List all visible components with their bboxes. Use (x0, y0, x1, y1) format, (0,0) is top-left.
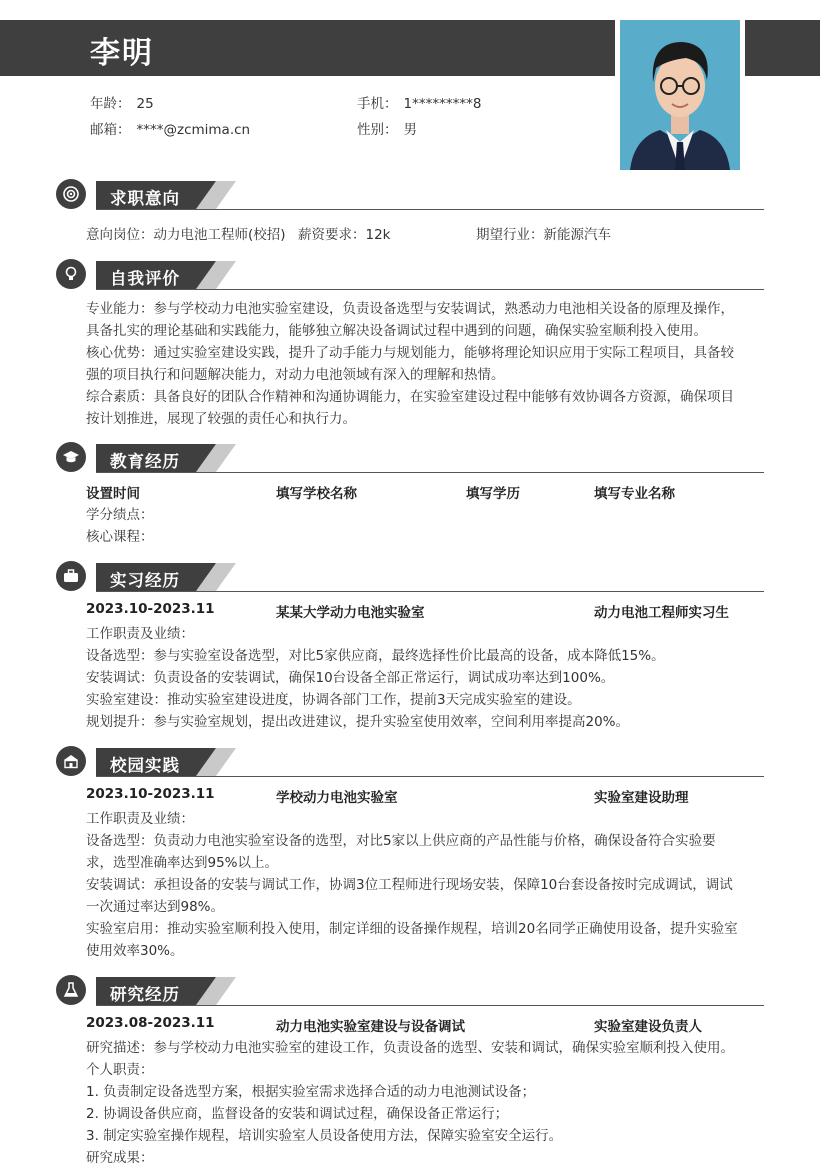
text-line: 1. 负责制定设备选型方案，根据实验室需求选择合适的动力电池测试设备； (86, 1084, 536, 1100)
text-line: 综合素质：具备良好的团队合作精神和沟通协调能力，在实验室建设过程中能够有效协调各方资源，确保项目 (86, 389, 734, 405)
text-line: 2. 协调设备供应商，监督设备的安装和调试过程，确保设备正常运行； (86, 1106, 509, 1122)
text-line: 安装调试：负责设备的安装调试，确保10台设备全部正常运行，调试成功率达到100%。 (86, 670, 615, 686)
text-line: 按计划推进，展现了较强的责任心和执行力。 (86, 411, 356, 427)
campus-role: 实验室建设助理 (594, 790, 689, 806)
section-header-intent (56, 177, 764, 213)
text-line: 研究成果： (86, 1150, 154, 1166)
text-line: 工作职责及业绩： (86, 626, 194, 642)
campus-time: 2023.10-2023.11 (86, 786, 215, 802)
phone-value: 1*********8 (403, 96, 482, 112)
campus-building-icon (56, 746, 86, 776)
flask-icon (56, 975, 86, 1005)
email-field (90, 118, 250, 138)
campus-row (86, 786, 766, 808)
internship-org: 某某大学动力电池实验室 (276, 605, 425, 621)
internship-row (86, 601, 766, 623)
phone-label: 手机： (357, 96, 398, 112)
edu-gpa: 学分绩点： (86, 507, 154, 523)
divider (96, 591, 764, 592)
section-title: 自我评价 (110, 269, 180, 288)
divider (96, 776, 764, 777)
briefcase-icon (56, 561, 86, 591)
target-icon (56, 179, 86, 209)
gender-value: 男 (403, 122, 417, 138)
research-details (86, 1037, 766, 1169)
text-line: 实验室建设：推动实验室建设进度，协调各部门工作，提前3天完成实验室的建设。 (86, 692, 581, 708)
text-line: 专业能力：参与学校动力电池实验室建设，负责设备选型与安装调试，熟悉动力电池相关设备的原理及操作， (86, 301, 734, 317)
email-value: ****@zcmima.cn (136, 122, 251, 138)
text-line: 规划提升：参与实验室规划，提出改进建议，提升实验室使用效率，空间利用率提高20%。 (86, 714, 630, 730)
text-line: 求，选型准确率达到95%以上。 (86, 855, 279, 871)
internship-details (86, 623, 766, 733)
graduation-cap-icon (56, 442, 86, 472)
internship-time: 2023.10-2023.11 (86, 601, 215, 617)
education-row (86, 482, 766, 504)
intent-industry: 期望行业：新能源汽车 (476, 227, 611, 243)
text-line: 设备选型：负责动力电池实验室设备的选型，对比5家以上供应商的产品性能与价格，确保设备符合实验要 (86, 833, 716, 849)
section-title: 实习经历 (110, 571, 180, 590)
section-header-internship (56, 559, 764, 595)
candidate-name: 李明 (90, 36, 154, 71)
lightbulb-icon (56, 259, 86, 289)
section-title: 教育经历 (110, 452, 180, 471)
gender-field (357, 118, 417, 138)
education-details (86, 504, 766, 548)
age-field (90, 92, 154, 112)
text-line: 一次通过率达到98%。 (86, 899, 225, 915)
edu-time: 设置时间 (86, 486, 140, 502)
edu-degree: 填写学历 (466, 486, 520, 502)
research-role: 实验室建设负责人 (594, 1019, 702, 1035)
text-line: 使用效率30%。 (86, 943, 184, 959)
section-header-self-eval (56, 257, 764, 293)
divider (96, 289, 764, 290)
text-line: 个人职责： (86, 1062, 154, 1078)
text-line: 强的项目执行和问题解决能力，对动力电池领域有深入的理解和热情。 (86, 367, 505, 383)
internship-role: 动力电池工程师实习生 (594, 605, 729, 621)
edu-courses: 核心课程： (86, 529, 154, 545)
divider (96, 209, 764, 210)
research-project: 动力电池实验室建设与设备调试 (276, 1019, 465, 1035)
profile-photo (620, 20, 740, 170)
text-line: 研究描述：参与学校动力电池实验室的建设工作，负责设备的选型、安装和调试，确保实验室顺利投入使用。 (86, 1040, 734, 1056)
divider (96, 472, 764, 473)
intent-row (86, 223, 766, 245)
email-label: 邮箱： (90, 122, 131, 138)
research-row (86, 1015, 766, 1037)
age-value: 25 (136, 96, 154, 112)
intent-salary: 薪资要求：12k (298, 227, 391, 243)
edu-major: 填写专业名称 (594, 486, 675, 502)
gender-label: 性别： (357, 122, 398, 138)
intent-position: 意向岗位：动力电池工程师(校招) (86, 227, 286, 243)
text-line: 核心优势：通过实验室建设实践，提升了动手能力与规划能力，能够将理论知识应用于实际工程项目，具备较 (86, 345, 734, 361)
header-bar-right (745, 20, 820, 76)
text-line: 工作职责及业绩： (86, 811, 194, 827)
section-title: 求职意向 (110, 189, 180, 208)
divider (96, 1005, 764, 1006)
section-title: 校园实践 (110, 756, 180, 775)
section-header-education (56, 440, 764, 476)
section-title: 研究经历 (110, 985, 180, 1004)
campus-org: 学校动力电池实验室 (276, 790, 398, 806)
section-header-research (56, 973, 764, 1009)
text-line: 具备扎实的理论基础和实践能力，能够独立解决设备调试过程中遇到的问题，确保实验室顺利投入使用。 (86, 323, 707, 339)
edu-school: 填写学校名称 (276, 486, 357, 502)
text-line: 3. 制定实验室操作规程，培训实验室人员设备使用方法，保障实验室安全运行。 (86, 1128, 563, 1144)
age-label: 年龄： (90, 96, 131, 112)
text-line: 安装调试：承担设备的安装与调试工作，协调3位工程师进行现场安装，保障10台套设备按时完成调试，调试 (86, 877, 733, 893)
self-eval-text (86, 298, 766, 430)
phone-field (357, 92, 481, 112)
section-header-campus (56, 744, 764, 780)
text-line: 设备选型：参与实验室设备选型，对比5家供应商，最终选择性价比最高的设备，成本降低15%。 (86, 648, 665, 664)
research-time: 2023.08-2023.11 (86, 1015, 215, 1031)
text-line: 实验室启用：推动实验室顺利投入使用，制定详细的设备操作规程，培训20名同学正确使用设备，提升实验室 (86, 921, 738, 937)
campus-details (86, 808, 766, 962)
